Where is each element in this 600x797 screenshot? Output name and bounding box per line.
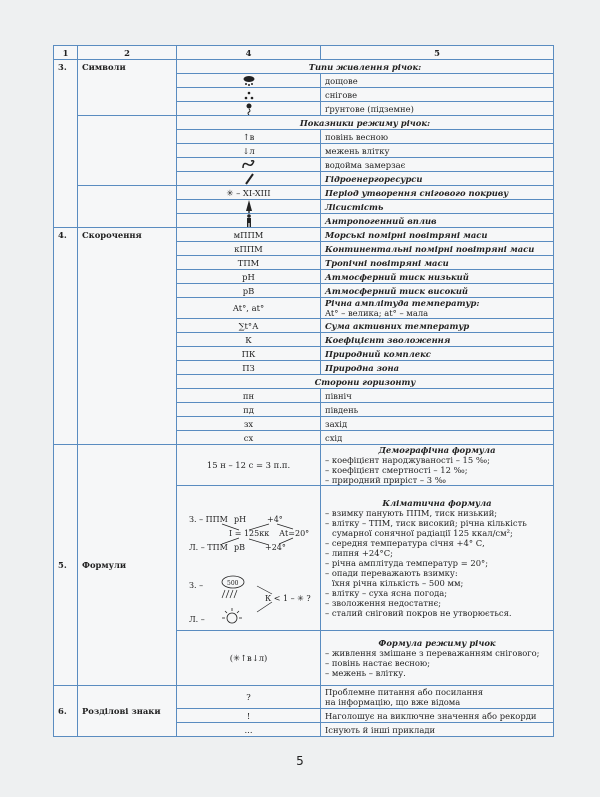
section-number: 4. <box>54 228 78 445</box>
page-number: 5 <box>296 754 304 768</box>
formula-title: Демографічна формула <box>378 445 496 455</box>
symbol-label: Лісистість <box>321 200 554 214</box>
abbreviation: At°, at° <box>177 298 321 319</box>
diagram-text: І = 125кк <box>229 529 270 538</box>
abbreviation-meaning: Морські помірні повітряні маси <box>321 228 554 242</box>
abbreviation-note: At° – велика; at° – мала <box>325 308 429 318</box>
formula-line: їхня річна кількість – 500 мм; <box>332 578 464 588</box>
regime-label: межень влітку <box>321 144 554 158</box>
freeze-icon <box>241 159 257 171</box>
symbol-label: Період утворення снігового покриву <box>321 186 554 200</box>
sun-icon <box>222 608 242 623</box>
formula-line: – межень – влітку. <box>325 668 406 678</box>
abbreviation: рН <box>177 270 321 284</box>
abbreviation: пн <box>177 389 321 403</box>
abbreviation: ПК <box>177 347 321 361</box>
subheading: Показники режиму річок: <box>177 116 554 130</box>
rain-cloud-icon <box>243 75 255 86</box>
formula-line: – повінь настає весною; <box>325 658 431 668</box>
section-title: Формули <box>78 445 177 686</box>
rain-icon <box>222 590 237 598</box>
feeding-label: дощове <box>321 74 554 88</box>
section-title: Розділові знаки <box>78 686 177 737</box>
section-number: 5. <box>54 445 78 686</box>
regime-label: Гідроенергоресурси <box>321 172 554 186</box>
abbreviation: кППМ <box>177 242 321 256</box>
abbreviation-meaning: схід <box>321 431 554 445</box>
abbreviation-meaning: захід <box>321 417 554 431</box>
punctuation-mark: ... <box>177 723 321 737</box>
subheading: Сторони горизонту <box>177 375 554 389</box>
empty-cell <box>78 116 177 186</box>
section-number: 6. <box>54 686 78 737</box>
abbreviation: мППМ <box>177 228 321 242</box>
formula-line: – коефіцієнт народжуваності – 15 ‰; <box>325 455 490 465</box>
punctuation-meaning: Існують й інші приклади <box>321 723 554 737</box>
abbreviation-meaning: Атмосферний тиск високий <box>321 284 554 298</box>
diagram-text: Аt=20° <box>279 529 310 538</box>
formula-line: – взимку панують ППМ, тиск низький; <box>325 508 498 518</box>
groundwater-icon <box>245 103 253 115</box>
empty-cell <box>78 186 177 228</box>
cloud-value: 500 <box>227 580 239 587</box>
feeding-label: снігове <box>321 88 554 102</box>
abbreviation: рВ <box>177 284 321 298</box>
header-cell: 5 <box>321 46 554 60</box>
section-title: Символи <box>78 60 177 116</box>
diagram-text: +24° <box>265 543 286 552</box>
punctuation-meaning: Проблемне питання або посилання <box>325 687 484 697</box>
header-cell: 2 <box>78 46 177 60</box>
abbreviation-meaning: Сума активних температур <box>321 319 554 333</box>
subheading: Типи живлення річок: <box>177 60 554 74</box>
abbreviation-meaning: Коефіцієнт зволоження <box>321 333 554 347</box>
diagram-text: З. – <box>189 581 204 590</box>
diagram-text: К < 1 – ✳ ? <box>265 594 311 603</box>
formula-line: сумарної сонячної радіації 125 ккал/см²; <box>332 528 513 538</box>
abbreviation-meaning: Річна амплітуда температур: <box>325 298 480 308</box>
formula-title: Формула режиму річок <box>378 638 496 648</box>
demographic-formula: 15 н – 12 с = 3 п.п. <box>177 445 321 486</box>
abbreviation-meaning: Атмосферний тиск низький <box>321 270 554 284</box>
formula-line: – влітку – ТПМ, тиск високий; річна кількість <box>325 518 527 528</box>
abbreviation-meaning: південь <box>321 403 554 417</box>
forest-icon <box>245 200 253 213</box>
header-cell: 4 <box>177 46 321 60</box>
hydropower-icon <box>244 173 254 185</box>
feeding-label: ґрунтове (підземне) <box>321 102 554 116</box>
header-row <box>54 46 554 60</box>
formula-line: – влітку – суха ясна погода; <box>325 588 448 598</box>
abbreviation: сх <box>177 431 321 445</box>
abbreviation-meaning: Тропічні повітряні маси <box>321 256 554 270</box>
abbreviation: ПЗ <box>177 361 321 375</box>
abbreviation: ТПМ <box>177 256 321 270</box>
climate-formula-diagram <box>177 486 321 628</box>
reference-table <box>53 45 554 737</box>
abbreviation-meaning: Природний комплекс <box>321 347 554 361</box>
symbol: ↑в <box>177 130 321 144</box>
symbol-label: Антропогенний вплив <box>321 214 554 228</box>
formula-line: – природний приріст – 3 ‰ <box>325 475 446 485</box>
header-cell: 1 <box>54 46 78 60</box>
diagram-text: Л. – <box>189 615 205 624</box>
symbol: ↓л <box>177 144 321 158</box>
section-number: 3. <box>54 60 78 228</box>
abbreviation: зх <box>177 417 321 431</box>
abbreviation-meaning: Континентальні помірні повітряні маси <box>321 242 554 256</box>
punctuation-meaning: Наголошує на виключне значення або рекорди <box>321 709 554 723</box>
formula-line: – річна амплітуда температур = 20°; <box>325 558 489 568</box>
formula-line: – опади переважають взимку: <box>325 568 458 578</box>
diagram-text: Л. – ТПМ <box>189 543 228 552</box>
river-formula: (✳↑в↓л) <box>177 631 321 686</box>
diagram-text: З. – ППМ <box>189 515 228 524</box>
abbreviation-meaning: північ <box>321 389 554 403</box>
section-title: Скорочення <box>78 228 177 445</box>
abbreviation: ∑t°А <box>177 319 321 333</box>
symbol: ✳ – XI-XIII <box>177 186 321 200</box>
diagram-text: рВ <box>234 543 245 552</box>
person-icon <box>245 214 253 227</box>
formula-line: – живлення змішане з переважанням снігового; <box>325 648 540 658</box>
punctuation-mark: ? <box>177 686 321 709</box>
regime-label: водойма замерзає <box>321 158 554 172</box>
formula-line: – зволоження недостатнє; <box>325 598 442 608</box>
formula-line: – коефіцієнт смертності – 12 ‰; <box>325 465 468 475</box>
punctuation-mark: ! <box>177 709 321 723</box>
abbreviation: пд <box>177 403 321 417</box>
formula-line: – сталий сніговий покров не утворюється. <box>325 608 512 618</box>
diagram-text: +4° <box>267 515 283 524</box>
snow-icon <box>244 91 254 100</box>
abbreviation: К <box>177 333 321 347</box>
formula-line: – середня температура січня +4° С, <box>325 538 485 548</box>
diagram-text: рН <box>234 515 247 524</box>
regime-label: повінь весною <box>321 130 554 144</box>
abbreviation-meaning: Природна зона <box>321 361 554 375</box>
formula-line: – липня +24°С; <box>325 548 393 558</box>
punctuation-meaning: на інформацію, що вже відома <box>325 697 461 707</box>
formula-title: Кліматична формула <box>382 498 492 508</box>
